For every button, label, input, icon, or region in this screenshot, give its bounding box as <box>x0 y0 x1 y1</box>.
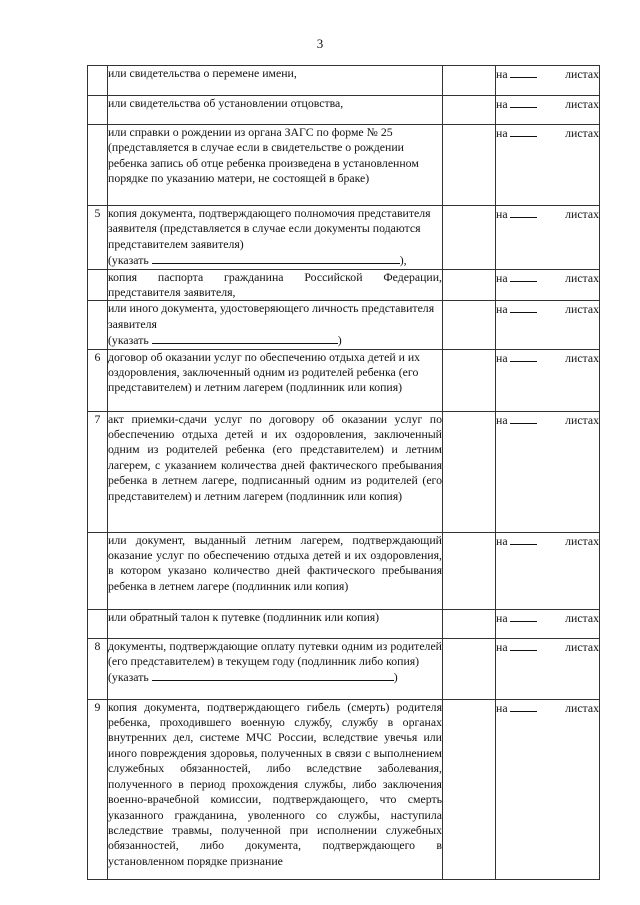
table-row <box>88 66 600 96</box>
row-number: 6 <box>88 349 108 411</box>
specify-line <box>108 332 442 348</box>
row-empty-cell <box>443 301 496 349</box>
pages-prefix: на <box>496 270 508 285</box>
pages-prefix: на <box>496 412 508 427</box>
pages-cell[interactable] <box>496 96 600 125</box>
row-number: 8 <box>88 638 108 699</box>
pages-count-blank[interactable] <box>510 639 537 651</box>
row-text: или документ, выданный летним лагерем, подтверждающий оказание услуг по обеспечению отдыха детей и их оздоровления, в котором указано количество дней фактического пребывания ребенка в летнем лагере (подлинник или копия) <box>108 532 443 609</box>
pages-count-blank[interactable] <box>510 96 537 108</box>
pages-cell[interactable] <box>496 269 600 301</box>
row-text: или иного документа, удостоверяющего личность представителя заявителя <box>108 301 435 331</box>
pages-prefix: на <box>496 126 508 140</box>
row-empty-cell <box>443 206 496 270</box>
pages-suffix: листах <box>565 350 599 365</box>
row-empty-cell <box>443 699 496 879</box>
row-empty-cell <box>443 609 496 638</box>
specify-suffix: ) <box>337 333 342 348</box>
row-text: копия документа, подтверждающего полномочия представителя заявителя (представляется в случае если документы подаются представителем заявителя) <box>108 206 431 251</box>
pages-suffix: листах <box>565 639 599 654</box>
table-row <box>88 699 600 879</box>
row-empty-cell <box>443 532 496 609</box>
row-empty-cell <box>443 96 496 125</box>
pages-suffix: листах <box>565 207 599 221</box>
pages-count-blank[interactable] <box>510 301 537 313</box>
row-text-cell <box>108 206 443 270</box>
table-row <box>88 96 600 125</box>
specify-blank[interactable] <box>152 252 400 264</box>
pages-count-blank[interactable] <box>510 610 537 622</box>
pages-prefix: на <box>496 639 508 654</box>
row-text: документы, подтверждающие оплату путевки одним из родителей (его представителем) в текущем году (подлинник либо копия) <box>108 638 442 669</box>
pages-prefix: на <box>496 97 508 111</box>
pages-suffix: листах <box>565 97 599 111</box>
pages-count-blank[interactable] <box>510 206 537 218</box>
table-row <box>88 269 600 301</box>
table-row <box>88 125 600 206</box>
pages-count-blank[interactable] <box>510 412 537 424</box>
row-empty-cell <box>443 125 496 206</box>
table-row <box>88 411 600 532</box>
row-text: копия паспорта гражданина Российской Федерации, представителя заявителя, <box>108 269 442 300</box>
pages-prefix: на <box>496 610 508 625</box>
row-number: 5 <box>88 206 108 270</box>
row-text-cell <box>108 638 443 699</box>
pages-cell[interactable] <box>496 532 600 609</box>
pages-cell[interactable] <box>496 609 600 638</box>
table-row <box>88 609 600 638</box>
specify-prefix: (указать <box>108 333 149 348</box>
row-number <box>88 269 108 301</box>
specify-blank[interactable] <box>152 669 394 681</box>
pages-count-blank[interactable] <box>510 125 537 137</box>
specify-suffix: ), <box>399 253 407 268</box>
documents-table <box>87 65 600 880</box>
pages-suffix: листах <box>565 302 599 317</box>
pages-prefix: на <box>496 302 508 317</box>
table-row <box>88 532 600 609</box>
row-text: копия документа, подтверждающего гибель (смерть) родителя ребенка, проходившего военную службу, службу в органах внутренних дел, системе МЧС России, вследствие увечья или иного повреждения здоровья, полученных в связи с выполнением служебных обязанностей, либо вследствие заболевания, полученного в период прохождения службы, либо заключения военно-врачебной комиссии, подтверждающего, что смерть указанного гражданина, уволенного со службы, наступила вследствие травмы, полученной при исполнении служебных обязанностей, либо документа, подтверждающего в установленном порядке признание <box>108 699 443 879</box>
row-number <box>88 609 108 638</box>
pages-count-blank[interactable] <box>510 700 537 712</box>
row-number <box>88 66 108 96</box>
pages-cell[interactable] <box>496 699 600 879</box>
pages-cell[interactable] <box>496 638 600 699</box>
pages-cell[interactable] <box>496 349 600 411</box>
page-number: 3 <box>316 36 324 51</box>
pages-suffix: листах <box>565 412 599 427</box>
specify-blank[interactable] <box>152 332 338 344</box>
row-text: договор об оказании услуг по обеспечению отдыха детей и их оздоровления, заключенный одним из родителей ребенка (его представителем) и летним лагерем (подлинник или копия) <box>108 349 443 411</box>
row-text: или обратный талон к путевке (подлинник или копия) <box>108 609 443 638</box>
row-number: 9 <box>88 699 108 879</box>
row-empty-cell <box>443 66 496 96</box>
pages-suffix: листах <box>565 126 599 140</box>
row-empty-cell <box>443 638 496 699</box>
row-number: 7 <box>88 411 108 532</box>
specify-line <box>108 669 442 685</box>
table-row <box>88 349 600 411</box>
pages-suffix: листах <box>565 533 599 548</box>
pages-count-blank[interactable] <box>510 270 537 282</box>
row-number <box>88 125 108 206</box>
pages-suffix: листах <box>565 610 599 625</box>
pages-suffix: листах <box>565 67 599 81</box>
specify-prefix: (указать <box>108 253 149 268</box>
row-empty-cell <box>443 269 496 301</box>
row-text: или справки о рождении из органа ЗАГС по форме № 25 (представляется в случае если в свидетельстве о рождении ребенка запись об отце ребенка произведена в установленном порядке по указанию матери, не состоящей в браке) <box>108 125 443 206</box>
pages-cell[interactable] <box>496 301 600 349</box>
row-number <box>88 301 108 349</box>
row-text: акт приемки-сдачи услуг по договору об оказании услуг по обеспечению отдыха детей и их оздоровления, заключенный одним из родителей ребенка (его представителем) и летним лагерем, с указанием количества дней фактического пребывания ребенка в летнем лагере, подписанный одним из родителей (его представителем) и летним лагерем (подлинник или копия) <box>108 411 443 532</box>
specify-suffix: ) <box>393 670 398 685</box>
table-row <box>88 206 600 270</box>
specify-line <box>108 252 442 268</box>
pages-suffix: листах <box>565 700 599 715</box>
row-text-cell <box>108 301 443 349</box>
pages-count-blank[interactable] <box>510 533 537 545</box>
row-text: или свидетельства об установлении отцовства, <box>108 96 443 125</box>
specify-prefix: (указать <box>108 670 149 685</box>
pages-suffix: листах <box>565 270 599 285</box>
row-empty-cell <box>443 411 496 532</box>
row-number <box>88 96 108 125</box>
row-empty-cell <box>443 349 496 411</box>
pages-cell[interactable] <box>496 125 600 206</box>
pages-prefix: на <box>496 350 508 365</box>
pages-count-blank[interactable] <box>510 66 537 78</box>
table-row <box>88 301 600 349</box>
pages-cell[interactable] <box>496 66 600 96</box>
pages-count-blank[interactable] <box>510 350 537 362</box>
row-number <box>88 532 108 609</box>
pages-prefix: на <box>496 207 508 221</box>
pages-cell[interactable] <box>496 206 600 270</box>
pages-cell[interactable] <box>496 411 600 532</box>
row-text: или свидетельства о перемене имени, <box>108 66 443 96</box>
table-row <box>88 638 600 699</box>
pages-prefix: на <box>496 700 508 715</box>
pages-prefix: на <box>496 67 508 81</box>
pages-prefix: на <box>496 533 508 548</box>
